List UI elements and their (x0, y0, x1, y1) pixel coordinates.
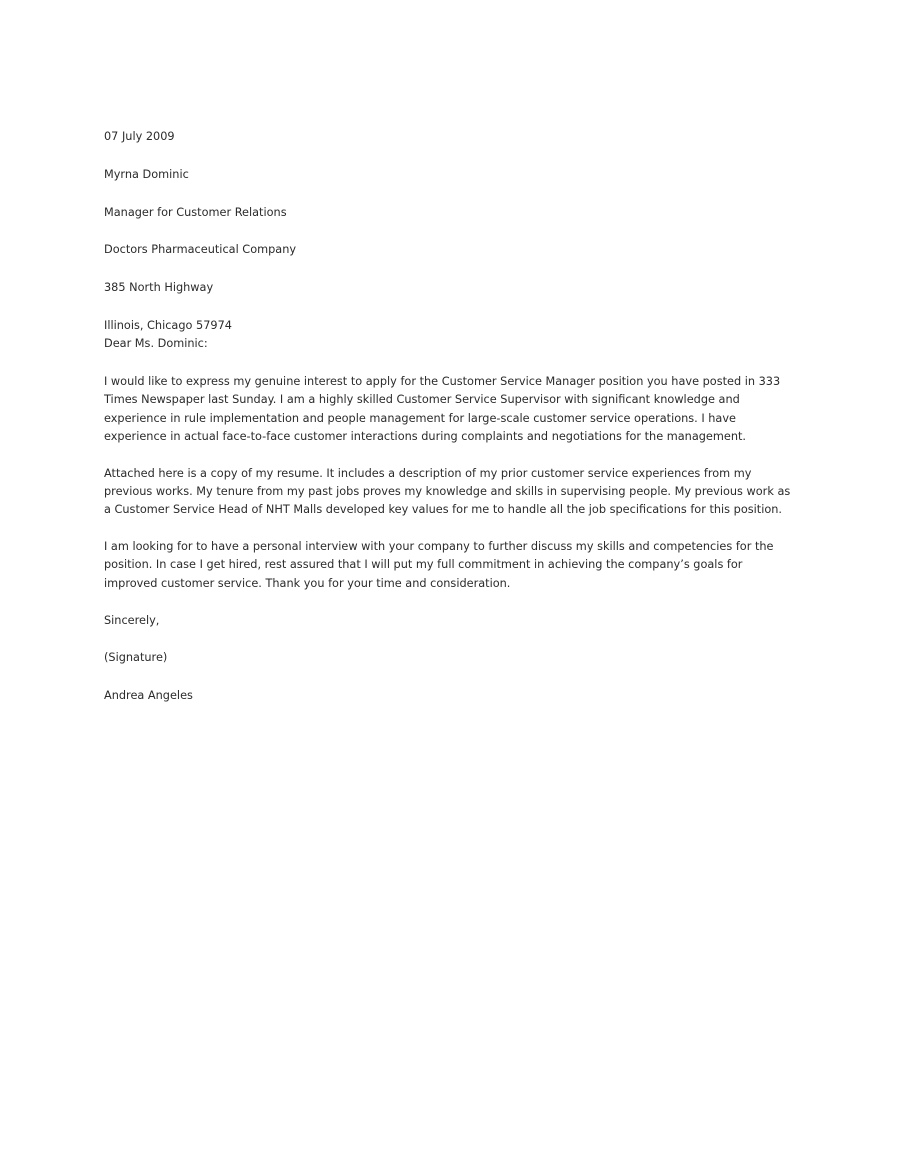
recipient-name: Myrna Dominic (104, 167, 189, 181)
recipient-street: 385 North Highway (104, 281, 214, 295)
closing-block (104, 612, 796, 706)
letter-body (104, 128, 796, 705)
body-paragraph-3: I am looking for to have a personal interview with your company to further discuss my skills and competencies for the position. In case I get hired, rest assured that I will put my full commitment in achieving the company’s goals for improved customer service. Thank you for your time and consideration. (104, 540, 774, 590)
recipient-company: Doctors Pharmaceutical Company (104, 243, 297, 257)
salutation: Dear Ms. Dominic: (104, 337, 208, 351)
recipient-city-line: Illinois, Chicago 57974 (104, 318, 232, 332)
sender-name: Andrea Angeles (104, 689, 193, 703)
letter-date: 07 July 2009 (104, 130, 175, 143)
recipient-job-title: Manager for Customer Relations (104, 205, 287, 219)
body-paragraph-1: I would like to express my genuine interest to apply for the Customer Service Manager position you have posted in 333 Times Newspaper last Sunday. I am a highly skilled Customer Service Supervisor with significant knowledge and experience in rule implementation and people management for large-scale customer service operations. I have experience in actual face-to-face customer interactions during complaints and negotiations for the management. (104, 375, 781, 443)
body-paragraph-2: Attached here is a copy of my resume. It includes a description of my prior customer service experiences from my previous works. My tenure from my past jobs proves my knowledge and skills in supervising people. My previous work as a Customer Service Head of NHT Malls developed key values for me to handle all the job specifications for this position. (104, 466, 791, 517)
signature-placeholder: (Signature) (104, 651, 168, 665)
valediction: Sincerely, (104, 613, 160, 627)
letterhead-block (104, 128, 796, 335)
